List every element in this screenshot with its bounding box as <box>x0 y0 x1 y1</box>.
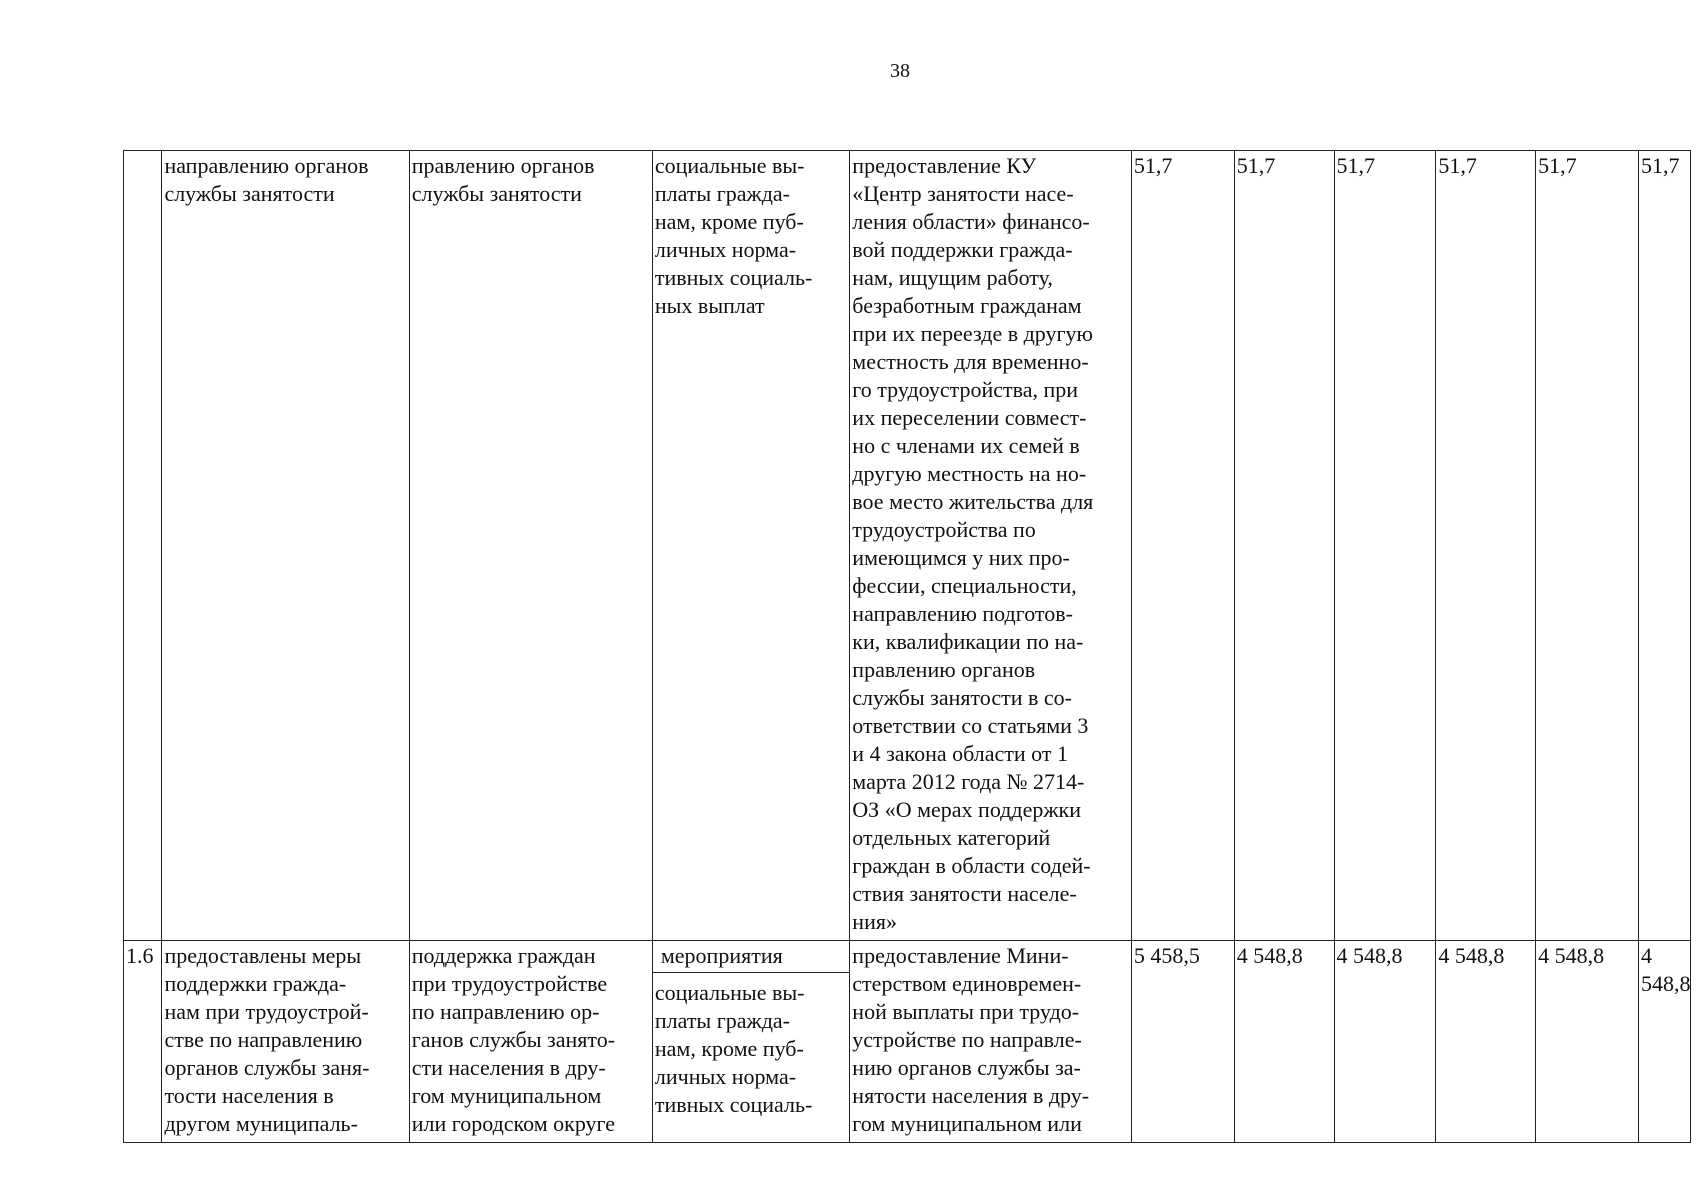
table-row <box>124 151 1691 941</box>
value-cell: 51,7 <box>1536 151 1639 941</box>
measure-cell: поддержка граждан при трудоустройстве по направлению ор- ганов службы занято- сти населения в дру- гом муниципальном или городском округе <box>409 941 652 1143</box>
expense-type-text: социальные вы- платы гражда- нам, кроме пуб- личных норма- тивных социаль- <box>654 980 813 1117</box>
value-cell: 51,7 <box>1234 151 1334 941</box>
expense-type-heading: мероприятия <box>653 942 849 973</box>
description-cell: предоставление КУ «Центр занятости насе- ления области» финансо- вой поддержки гражда- нам, ищущим работу, безработным гражданам при их переезде в другую местность для временно- го трудоустройства, при их переселении совмест- но с членами их семей в другую местность на но- вое место жительства для трудоустройства по имеющимся у них про- фессии, специальности, направлению подготов- ки, квалификации по на- правлению органов службы занятости в со- ответствии со статьями 3 и 4 закона области от 1 марта 2012 года № 2714- ОЗ «О мерах поддержки отдельных категорий граждан в области содей- ствия занятости населе- ния» <box>850 151 1132 941</box>
value-cell: 4 548,8 <box>1638 941 1690 1143</box>
value-cell: 4 548,8 <box>1536 941 1639 1143</box>
result-cell: предоставлены меры поддержки гражда- нам при трудоустрой- стве по направлению органов службы заня- тости населения в другом муниципаль- <box>162 941 409 1143</box>
table-row <box>124 941 1691 1143</box>
value-cell: 51,7 <box>1334 151 1436 941</box>
row-number-cell: 1.6 <box>124 941 162 1143</box>
value-cell: 4 548,8 <box>1436 941 1536 1143</box>
result-cell: направлению органов службы занятости <box>162 151 409 941</box>
value-cell: 4 548,8 <box>1334 941 1436 1143</box>
value-cell: 5 458,5 <box>1131 941 1234 1143</box>
measure-cell: правлению органов службы занятости <box>409 151 652 941</box>
description-cell: предоставление Мини- стерством единовремен- ной выплаты при трудо- устройстве по направле- нию органов службы за- нятости населения в дру- гом муниципальном или <box>850 941 1132 1143</box>
expense-type-cell <box>652 941 849 1143</box>
row-number-cell <box>124 151 162 941</box>
value-cell: 51,7 <box>1131 151 1234 941</box>
expense-type-cell: социальные вы- платы гражда- нам, кроме пуб- личных норма- тивных социаль- ных выплат <box>652 151 849 941</box>
page-number: 38 <box>890 60 910 82</box>
value-cell: 4 548,8 <box>1234 941 1334 1143</box>
value-cell: 51,7 <box>1436 151 1536 941</box>
program-table <box>123 150 1691 1143</box>
value-cell: 51,7 <box>1638 151 1690 941</box>
